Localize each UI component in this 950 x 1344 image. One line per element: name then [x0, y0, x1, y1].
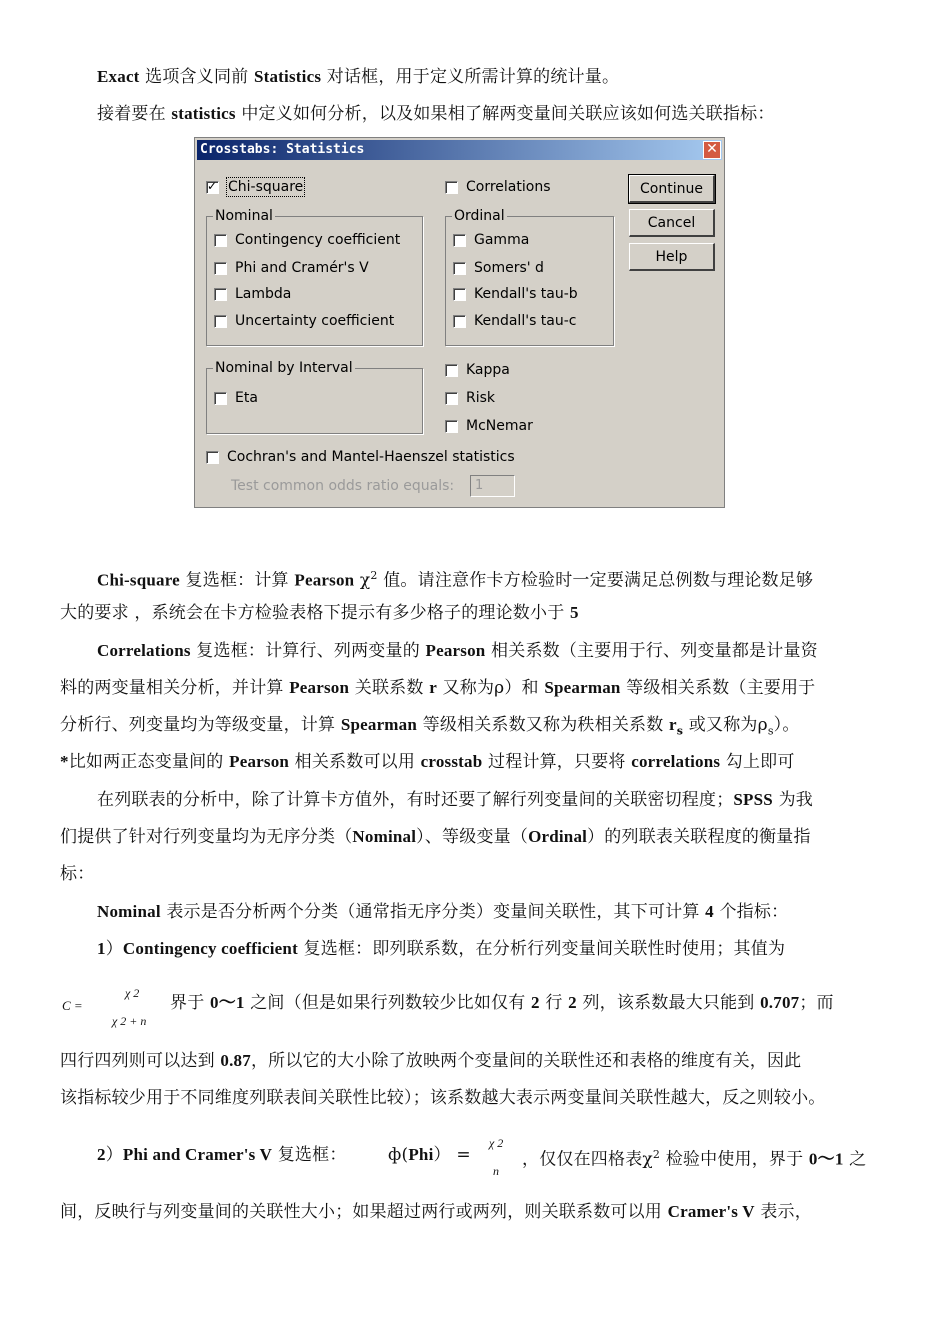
- lambda-label: Lambda: [235, 286, 292, 302]
- dialog-title: Crosstabs: Statistics: [200, 142, 365, 157]
- contingency-para-line-3: 四行四列则可以达到 0.87，所以它的大小除了放映两个变量间的关联性还和表格的维度有关，因此: [60, 1051, 802, 1071]
- risk-label: Risk: [466, 390, 496, 406]
- close-icon[interactable]: ✕: [703, 141, 721, 159]
- correlations-para-line-1: Correlations 复选框：计算行、列两变量的 Pearson 相关系数（主要用于行、列变量都是计量资: [97, 641, 818, 661]
- correlations-para-line-3: 分析行、列变量均为等级变量，计算 Spearman 等级相关系数又称为秩相关系数 $r_s$ 或又称为$\rho_s$）。: [60, 715, 800, 738]
- tau-b-checkbox[interactable]: [453, 285, 578, 303]
- gamma-label: Gamma: [474, 232, 530, 248]
- tau-c-checkbox[interactable]: [453, 312, 577, 330]
- eta-label: Eta: [235, 390, 258, 406]
- check-icon: ✓: [207, 178, 218, 193]
- chi-square-para-line-1: Chi-square 复选框：计算 Pearson $\chi^2$ 值。请注意作卡方检验时一定要满足总例数与理论数足够: [97, 569, 814, 591]
- contingency-para-line-4: 该指标较少用于不同维度列联表间关联性比较）；该系数越大表示两变量间关联性越大，反之则较小。: [60, 1088, 826, 1108]
- association-para-line-3: 标：: [60, 864, 95, 884]
- odds-ratio-label: Test common odds ratio equals:: [231, 478, 455, 494]
- crosstabs-statistics-dialog: [194, 137, 725, 508]
- help-button[interactable]: Help: [629, 243, 715, 271]
- correlations-para-line-2: 料的两变量相关分析，并计算 Pearson 关联系数 r 又称为ρ）和 Spearman 等级相关系数（主要用于: [60, 678, 816, 698]
- checkbox-box[interactable]: [445, 420, 458, 433]
- contingency-label: Contingency coefficient: [235, 232, 401, 248]
- phi-formula-lhs: ф(Phi） =: [388, 1145, 471, 1165]
- checkbox-box[interactable]: [214, 315, 227, 328]
- nominal-by-interval-label: Nominal by Interval: [215, 360, 353, 376]
- checkbox-box[interactable]: [445, 181, 458, 194]
- mcnemar-label: McNemar: [466, 418, 533, 434]
- checkbox-box[interactable]: [445, 392, 458, 405]
- correlations-label: Correlations: [466, 179, 551, 195]
- continue-button[interactable]: Continue: [629, 175, 715, 203]
- phi-cramer-checkbox[interactable]: [214, 259, 369, 277]
- formula-c-numerator: χ 2: [125, 986, 140, 1000]
- cochran-checkbox[interactable]: [206, 448, 515, 466]
- correlations-para-line-4: *比如两正态变量间的 Pearson 相关系数可以用 crosstab 过程计算，只要将 correlations 勾上即可: [60, 752, 795, 772]
- kappa-label: Kappa: [466, 362, 510, 378]
- checkbox-box[interactable]: [453, 288, 466, 301]
- formula-c-label: C =: [62, 998, 83, 1013]
- checkbox-box[interactable]: [214, 288, 227, 301]
- correlations-checkbox[interactable]: [445, 178, 551, 196]
- checkbox-box[interactable]: [206, 451, 219, 464]
- gamma-checkbox[interactable]: [453, 231, 529, 249]
- risk-checkbox[interactable]: [445, 389, 495, 407]
- phi-cramer-label: Phi and Cramér's V: [235, 260, 369, 276]
- odds-ratio-input[interactable]: 1: [470, 475, 515, 497]
- nominal-group-label: Nominal: [215, 208, 273, 224]
- ordinal-group-label: Ordinal: [454, 208, 505, 224]
- checkbox-box[interactable]: [214, 392, 227, 405]
- association-para-line-1: 在列联表的分析中，除了计算卡方值外，有时还要了解行列变量间的关联密切程度；SPSS 为我: [97, 790, 813, 810]
- uncertainty-checkbox[interactable]: [214, 312, 394, 330]
- chi-square-checkbox[interactable]: [206, 178, 304, 196]
- lambda-checkbox[interactable]: [214, 285, 291, 303]
- phi-para-line-1b: ，仅仅在四格表$\chi^2$ 检验中使用，界于 0～1 之: [522, 1148, 867, 1170]
- tau-b-label: Kendall's tau-b: [474, 286, 578, 302]
- checkbox-box[interactable]: [206, 178, 219, 194]
- phi-para-line-2: 间，反映行与列变量间的关联性大小；如果超过两行或两列，则关联系数可以用 Cramer's V 表示，: [60, 1202, 812, 1222]
- contingency-para-line-1: 1）Contingency coefficient 复选框：即列联系数，在分析行列变量间关联性时使用；其值为: [97, 939, 786, 959]
- somers-label: Somers' d: [474, 260, 544, 276]
- checkbox-box[interactable]: [214, 262, 227, 275]
- checkbox-box[interactable]: [453, 262, 466, 275]
- contingency-para-line-2: 界于 0～1 之间（但是如果行列数较少比如仅有 2 行 2 列，该系数最大只能到 0.707；而: [170, 993, 834, 1013]
- checkbox-box[interactable]: [445, 364, 458, 377]
- formula-c-denominator: χ 2 + n: [112, 1014, 147, 1028]
- kappa-checkbox[interactable]: [445, 361, 510, 379]
- phi-formula-denominator: n: [493, 1164, 499, 1178]
- phi-formula-numerator: χ 2: [489, 1136, 504, 1150]
- chi-square-para-line-2: 大的要求 ，系统会在卡方检验表格下提示有多少格子的理论数小于 5: [60, 603, 579, 623]
- checkbox-box[interactable]: [453, 315, 466, 328]
- eta-checkbox[interactable]: [214, 389, 258, 407]
- uncertainty-label: Uncertainty coefficient: [235, 313, 395, 329]
- mcnemar-checkbox[interactable]: [445, 417, 533, 435]
- tau-c-label: Kendall's tau-c: [474, 313, 577, 329]
- nominal-para-line: Nominal 表示是否分析两个分类（通常指无序分类）变量间关联性，其下可计算 4 个指标：: [97, 902, 789, 922]
- somers-checkbox[interactable]: [453, 259, 544, 277]
- intro-line-2: 接着要在 statistics 中定义如何分析，以及如果相了解两变量间关联应该如何选关联指标：: [97, 104, 775, 124]
- intro-line-1: Exact 选项含义同前 Statistics 对话框，用于定义所需计算的统计量。: [97, 67, 620, 87]
- checkbox-box[interactable]: [214, 234, 227, 247]
- cancel-button[interactable]: Cancel: [629, 209, 715, 237]
- checkbox-box[interactable]: [453, 234, 466, 247]
- chi-square-label: Chi-square: [228, 179, 304, 195]
- cochran-label: Cochran's and Mantel-Haenszel statistics: [227, 449, 515, 465]
- association-para-line-2: 们提供了针对行列变量均为无序分类（Nominal）、等级变量（Ordinal）的列联表关联程度的衡量指: [60, 827, 811, 847]
- phi-para-line-1a: 2）Phi and Cramer's V 复选框：: [97, 1145, 347, 1165]
- contingency-checkbox[interactable]: [214, 231, 400, 249]
- dialog-titlebar: [197, 140, 722, 160]
